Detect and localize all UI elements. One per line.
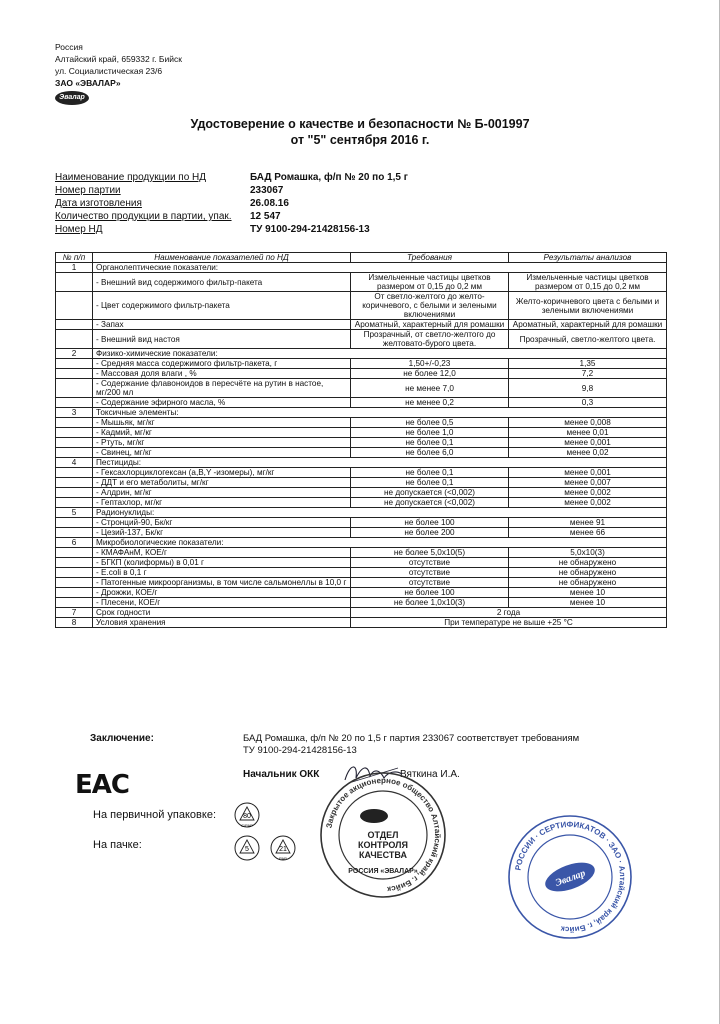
result-value: Ароматный, характерный для ромашки: [509, 320, 667, 330]
result-value: 5,0x10(3): [509, 548, 667, 558]
indicator-name: - КМАФАнМ, КОЕ/г: [93, 548, 351, 558]
conclusion-line: БАД Ромашка, ф/п № 20 по 1,5 г партия 233067 соответствует требованиям: [243, 733, 580, 744]
section-row: [56, 349, 667, 359]
section-title: Органолептические показатели:: [93, 263, 667, 273]
table-row: [56, 359, 667, 369]
primary-pack-label: На первичной упаковке:: [93, 809, 217, 821]
result-value: менее 0,001: [509, 468, 667, 478]
result-value: 9,8: [509, 379, 667, 398]
result-value: 1,35: [509, 359, 667, 369]
signoff-position: Начальник ОКК: [243, 769, 320, 780]
stamp-center-line: ОТДЕЛ: [367, 830, 399, 840]
row-number-cell: [56, 438, 93, 448]
row-number-cell: [56, 598, 93, 608]
section-row: [56, 263, 667, 273]
result-value: менее 0,001: [509, 438, 667, 448]
requirement-value: не более 5,0x10(5): [351, 548, 509, 558]
indicator-name: - Ртуть, мг/кг: [93, 438, 351, 448]
info-label: Номер НД: [55, 224, 103, 235]
stamp-ring-text: РОССИИ · СЕРТИФИКАТОВ · ЗАО · Алтайский край, г. Бийск: [513, 819, 628, 935]
row-number-cell: [56, 558, 93, 568]
result-value: Прозрачный, светло-желтого цвета.: [509, 330, 667, 349]
address-line: ул. Социалистическая 23/6: [55, 66, 163, 76]
section-number: 2: [56, 349, 93, 359]
table-row: [56, 379, 667, 398]
table-row: [56, 398, 667, 408]
stamp-ring-text: Закрытое акционерное общество Алтайский край, г. Бийск: [324, 775, 443, 894]
info-label: Количество продукции в партии, упак.: [55, 211, 232, 222]
indicator-name: - Запах: [93, 320, 351, 330]
result-value: 0,3: [509, 398, 667, 408]
info-row: [55, 184, 408, 197]
stamp-center-line: КАЧЕСТВА: [359, 850, 407, 860]
requirement-value: не более 0,1: [351, 468, 509, 478]
table-body: [56, 263, 667, 628]
indicator-name: - Содержание эфирного масла, %: [93, 398, 351, 408]
row-number-cell: [56, 588, 93, 598]
requirement-value: Ароматный, характерный для ромашки: [351, 320, 509, 330]
indicator-name: - Мышьяк, мг/кг: [93, 418, 351, 428]
indicator-name: - Кадмий, мг/кг: [93, 428, 351, 438]
requirement-value: отсутствие: [351, 558, 509, 568]
requirement-value: От светло-желтого до желто-коричневого, с белыми и зелеными включениями: [351, 292, 509, 320]
indicator-name: - Массовая доля влаги , %: [93, 369, 351, 379]
recycle-sub: PAP: [279, 856, 287, 861]
result-value: Желто-коричневого цвета с белыми и зелеными включениями: [509, 292, 667, 320]
section-title: Радионуклиды:: [93, 508, 667, 518]
result-value: менее 0,02: [509, 448, 667, 458]
address-line: Россия: [55, 42, 83, 52]
conclusion-line: ТУ 9100-294-21428156-13: [243, 745, 357, 756]
recycle-80-icon: [232, 800, 262, 830]
row-number-cell: [56, 448, 93, 458]
result-value: менее 0,007: [509, 478, 667, 488]
info-row: [55, 197, 408, 210]
requirement-value: не менее 0,2: [351, 398, 509, 408]
indicator-name: - Дрожжи, КОЕ/г: [93, 588, 351, 598]
stamp-logo-text: Эвалар: [554, 867, 587, 889]
row-number-cell: [56, 518, 93, 528]
requirement-value: не менее 7,0: [351, 379, 509, 398]
requirement-value: не допускается (<0,002): [351, 498, 509, 508]
shelf-life-value: 2 года: [351, 608, 667, 618]
result-value: не обнаружено: [509, 558, 667, 568]
table-row: [56, 330, 667, 349]
row-number-cell: [56, 428, 93, 438]
info-value: БАД Ромашка, ф/п № 20 по 1,5 г: [250, 172, 408, 183]
indicator-name: - Содержание флавоноидов в пересчёте на рутин в настое, мг/200 мл: [93, 379, 351, 398]
recycle-code: 5: [245, 846, 249, 853]
section-title: Микробиологические показатели:: [93, 538, 667, 548]
quality-table: [55, 252, 667, 628]
info-value: 26.08.16: [250, 198, 289, 209]
table-row: [56, 273, 667, 292]
indicator-name: - Средняя масса содержимого фильтр-пакета, г: [93, 359, 351, 369]
conclusion-label: Заключение:: [90, 733, 154, 744]
table-row: [56, 468, 667, 478]
section-number: 4: [56, 458, 93, 468]
title-line: Удостоверение о качестве и безопасности № Б-001997: [190, 117, 530, 131]
requirement-value: не допускается (<0,002): [351, 488, 509, 498]
indicator-name: - Патогенные микроорганизмы, в том числе сальмонеллы в 10,0 г: [93, 578, 351, 588]
col-header-num: № п/п: [56, 253, 93, 263]
result-value: менее 0,002: [509, 498, 667, 508]
requirement-value: не более 0,1: [351, 438, 509, 448]
table-row: [56, 568, 667, 578]
row-number-cell: [56, 369, 93, 379]
requirement-value: Прозрачный, от светло-желтого до желтовато-бурого цвета.: [351, 330, 509, 349]
result-value: Измельченные частицы цветков размером от 0,15 до 0,2 мм: [509, 273, 667, 292]
col-header-requirements: Требования: [351, 253, 509, 263]
requirement-value: не более 1,0: [351, 428, 509, 438]
document-title: [160, 116, 560, 148]
row-number-cell: [56, 478, 93, 488]
result-value: менее 0,008: [509, 418, 667, 428]
col-header-results: Результаты анализов: [509, 253, 667, 263]
stamp-logo-icon: [360, 809, 388, 823]
requirement-value: отсутствие: [351, 578, 509, 588]
requirement-value: не более 0,5: [351, 418, 509, 428]
shelf-life-row: [56, 608, 667, 618]
row-number-cell: [56, 359, 93, 369]
recycle-sub: C/PAP: [241, 823, 253, 828]
stamp-bottom-text: РОССИЯ «ЭВАЛАР»: [348, 868, 418, 875]
info-label: Наименование продукции по НД: [55, 172, 207, 183]
table-row: [56, 548, 667, 558]
indicator-name: - Внешний вид содержимого фильтр-пакета: [93, 273, 351, 292]
section-number: 7: [56, 608, 93, 618]
table-row: [56, 478, 667, 488]
table-row: [56, 418, 667, 428]
requirement-value: не более 1,0x10(3): [351, 598, 509, 608]
section-number: 6: [56, 538, 93, 548]
row-number-cell: [56, 578, 93, 588]
recycle-21-icon: [268, 833, 298, 863]
section-row: [56, 538, 667, 548]
requirement-value: 1,50+/-0,23: [351, 359, 509, 369]
row-number-cell: [56, 528, 93, 538]
stamp-center-line: КОНТРОЛЯ: [358, 840, 408, 850]
result-value: менее 0,01: [509, 428, 667, 438]
table-row: [56, 498, 667, 508]
section-title: Токсичные элементы:: [93, 408, 667, 418]
requirement-value: не более 100: [351, 518, 509, 528]
indicator-name: - БГКП (колиформы) в 0,01 г: [93, 558, 351, 568]
shelf-life-label: Срок годности: [93, 608, 351, 618]
info-label: Номер партии: [55, 185, 121, 196]
section-number: 5: [56, 508, 93, 518]
result-value: 7,2: [509, 369, 667, 379]
row-number-cell: [56, 273, 93, 292]
section-number: 3: [56, 408, 93, 418]
indicator-name: - Цезий-137, Бк/кг: [93, 528, 351, 538]
row-number-cell: [56, 292, 93, 320]
title-date: от "5" сентября 2016 г.: [290, 133, 430, 147]
certification-stamp: [505, 812, 635, 942]
table-row: [56, 518, 667, 528]
indicator-name: - Гексахлорциклогексан (a,B,Y -изомеры), мг/кг: [93, 468, 351, 478]
indicator-name: - Свинец, мг/кг: [93, 448, 351, 458]
signoff-name: Вяткина И.А.: [400, 769, 460, 780]
info-label: Дата изготовления: [55, 198, 142, 209]
section-row: [56, 458, 667, 468]
quality-dept-stamp: [318, 770, 448, 900]
row-number-cell: [56, 330, 93, 349]
requirement-value: не более 6,0: [351, 448, 509, 458]
table-row: [56, 528, 667, 538]
indicator-name: - ДДТ и его метаболиты, мг/кг: [93, 478, 351, 488]
result-value: менее 0,002: [509, 488, 667, 498]
recycle-code: 21: [279, 846, 287, 853]
section-title: Пестициды:: [93, 458, 667, 468]
table-row: [56, 438, 667, 448]
company-logo: Эвалар: [55, 91, 89, 105]
info-row: [55, 171, 408, 184]
section-row: [56, 508, 667, 518]
recycle-5-icon: [232, 833, 262, 863]
row-number-cell: [56, 379, 93, 398]
row-number-cell: [56, 398, 93, 408]
info-value: 12 547: [250, 211, 281, 222]
table-row: [56, 588, 667, 598]
indicator-name: - Цвет содержимого фильтр-пакета: [93, 292, 351, 320]
indicator-name: - Стронций-90, Бк/кг: [93, 518, 351, 528]
product-info: [55, 171, 408, 236]
row-number-cell: [56, 488, 93, 498]
table-row: [56, 428, 667, 438]
address-line: Алтайский край, 659332 г. Бийск: [55, 54, 182, 64]
conclusion-text: [243, 733, 663, 757]
col-header-name: Наименование показателей по НД: [93, 253, 351, 263]
recycle-code: 80: [243, 813, 251, 820]
table-row: [56, 320, 667, 330]
table-header-row: [56, 253, 667, 263]
info-value: ТУ 9100-294-21428156-13: [250, 224, 370, 235]
result-value: менее 91: [509, 518, 667, 528]
table-row: [56, 598, 667, 608]
table-row: [56, 488, 667, 498]
storage-value: При температуре не выше +25 °С: [351, 618, 667, 628]
requirement-value: не более 200: [351, 528, 509, 538]
row-number-cell: [56, 418, 93, 428]
row-number-cell: [56, 568, 93, 578]
row-number-cell: [56, 548, 93, 558]
indicator-name: - Внешний вид настоя: [93, 330, 351, 349]
eac-mark: ЕАС: [75, 770, 129, 800]
table-row: [56, 558, 667, 568]
info-row: [55, 210, 408, 223]
indicator-name: - Алдрин, мг/кг: [93, 488, 351, 498]
table-row: [56, 369, 667, 379]
company-name: ЗАО «ЭВАЛАР»: [55, 78, 121, 88]
table-row: [56, 292, 667, 320]
indicator-name: - Плесени, КОЕ/г: [93, 598, 351, 608]
storage-label: Условия хранения: [93, 618, 351, 628]
result-value: не обнаружено: [509, 568, 667, 578]
section-number: 8: [56, 618, 93, 628]
requirement-value: отсутствие: [351, 568, 509, 578]
storage-row: [56, 618, 667, 628]
requirement-value: Измельченные частицы цветков размером от 0,15 до 0,2 мм: [351, 273, 509, 292]
requirement-value: не более 0,1: [351, 478, 509, 488]
requirement-value: не более 12,0: [351, 369, 509, 379]
pack-label: На пачке:: [93, 839, 142, 851]
indicator-name: - Гептахлор, мг/кг: [93, 498, 351, 508]
result-value: менее 10: [509, 598, 667, 608]
section-row: [56, 408, 667, 418]
table-row: [56, 578, 667, 588]
section-title: Физико-химические показатели:: [93, 349, 667, 359]
result-value: менее 66: [509, 528, 667, 538]
section-number: 1: [56, 263, 93, 273]
row-number-cell: [56, 468, 93, 478]
sender-address: [55, 41, 182, 89]
info-value: 233067: [250, 185, 284, 196]
info-row: [55, 223, 408, 236]
requirement-value: не более 100: [351, 588, 509, 598]
result-value: не обнаружено: [509, 578, 667, 588]
row-number-cell: [56, 498, 93, 508]
result-value: менее 10: [509, 588, 667, 598]
indicator-name: - E.coli в 0,1 г: [93, 568, 351, 578]
row-number-cell: [56, 320, 93, 330]
table-row: [56, 448, 667, 458]
